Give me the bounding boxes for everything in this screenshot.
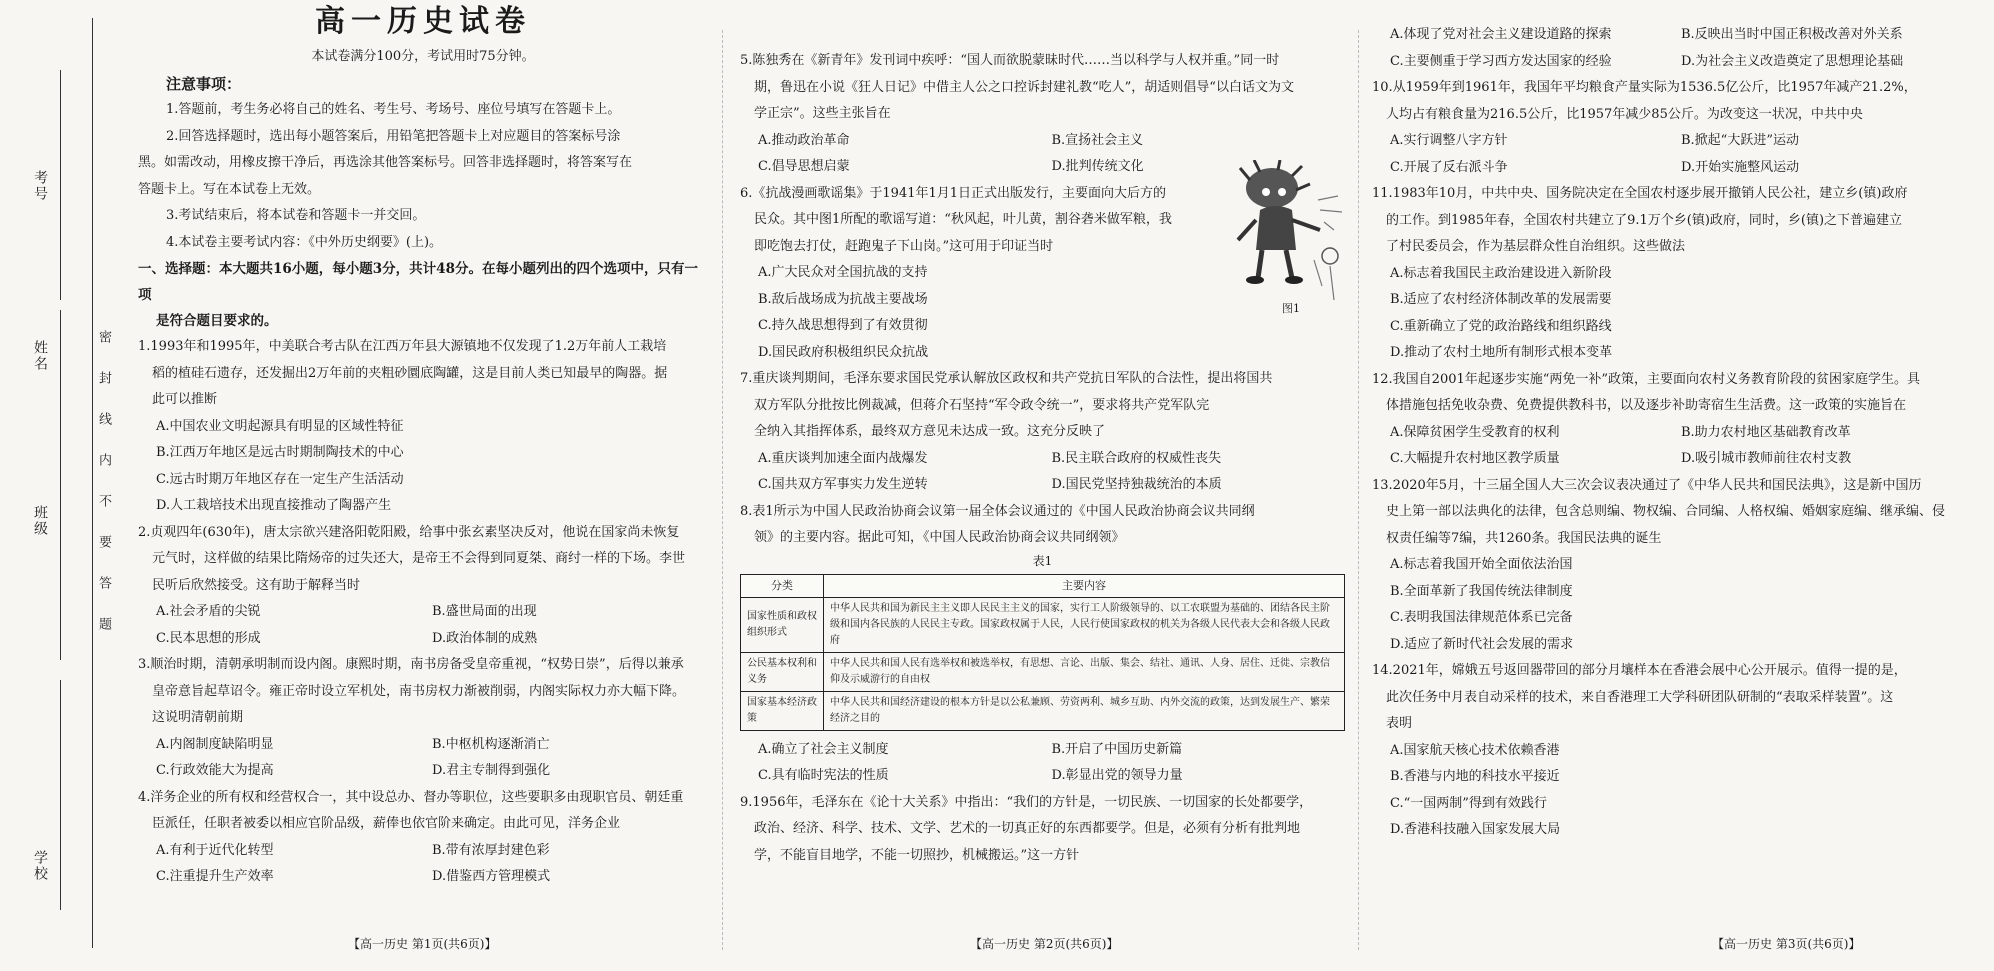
field-label-exam-number: 考号 bbox=[32, 170, 48, 202]
question-stem: 4.洋务企业的所有权和经营权合一，其中设总办、督办等职位，这些要职多由现职官员、朝廷重 bbox=[138, 789, 684, 805]
option-d[interactable]: D.政治体制的成熟 bbox=[432, 630, 538, 646]
table-row bbox=[741, 597, 1345, 652]
option-a[interactable]: A.国家航天核心技术依赖香港 bbox=[1390, 742, 1560, 758]
option-a[interactable]: A.标志着我国民主政治建设进入新阶段 bbox=[1390, 265, 1612, 281]
question-stem: 3.顺治时期，清朝承明制而设内阁。康熙时期，南书房备受皇帝重视，“权势日崇”，后得以兼承 bbox=[138, 657, 684, 672]
seal-char: 答 bbox=[96, 576, 111, 617]
option-b[interactable]: B.民主联合政府的权威性丧失 bbox=[1051, 450, 1222, 466]
question-stem: 1.1993年和1995年，中美联合考古队在江西万年县大源镇地不仅发现了1.2万年前人工栽培 bbox=[138, 339, 667, 354]
option-a[interactable]: A.广大民众对全国抗战的支持 bbox=[758, 265, 928, 280]
note-line: 1.答题前，考生务必将自己的姓名、考生号、考场号、座位号填写在答题卡上。 bbox=[166, 102, 621, 117]
question-stem-cont: 表明 bbox=[1386, 716, 1413, 731]
option-d[interactable]: D.人工栽培技术出现直接推动了陶器产生 bbox=[156, 498, 392, 513]
question-stem: 2.贞观四年(630年)，唐太宗欲兴建洛阳乾阳殿，给事中张玄素坚决反对，他说在国家尚未恢复 bbox=[138, 524, 680, 540]
option-b[interactable]: B.敌后战场成为抗战主要战场 bbox=[758, 291, 928, 307]
note-line: 黑。如需改动，用橡皮擦干净后，再选涂其他答案标号。回答非选择题时，将答案写在 bbox=[138, 155, 633, 170]
question-stem-cont: 此次任务中月表自动采样的技术，来自香港理工大学科研团队研制的“表取采样装置”。这 bbox=[1386, 689, 1894, 705]
page-1-questions bbox=[138, 334, 708, 891]
section-heading bbox=[138, 256, 708, 334]
table-cell: 中华人民共和国人民有选举权和被选举权，有思想、言论、出版、集会、结社、通讯、人身、居住、迁徙、宗教信仰及示威游行的自由权 bbox=[824, 652, 1345, 691]
question-stem-cont: 领》的主要内容。据此可知，《中国人民政治协商会议共同纲领》 bbox=[754, 530, 1125, 545]
notes-heading: 注意事项： bbox=[166, 74, 242, 93]
seal-char: 不 bbox=[96, 494, 111, 535]
question-stem: 14.2021年，嫦娥五号返回器带回的部分月壤样本在香港会展中心公开展示。值得一提的是， bbox=[1372, 663, 1907, 678]
page-divider bbox=[1358, 30, 1359, 950]
option-a[interactable]: A.标志着我国开始全面依法治国 bbox=[1390, 557, 1573, 572]
question-stem-cont: 的工作。到1985年春，全国农村共建立了9.1万个乡(镇)政府，同时，乡(镇)之下普遍建立 bbox=[1386, 212, 1903, 228]
question-stem-cont: 双方军队分批按比例裁减，但蒋介石坚持“军令政令统一”，要求将共产党军队完 bbox=[754, 397, 1210, 413]
table-header-cell: 分类 bbox=[741, 574, 824, 597]
question-3 bbox=[740, 366, 1345, 499]
question-stem-cont: 民众。其中图1所配的歌谣写道：“秋风起，叶儿黄，割谷砻米做军粮，我 bbox=[754, 212, 1172, 227]
question-stem-cont: 皇帝意旨起草诏令。雍正帝时设立军机处，南书房权力渐被削弱，内阁实际权力亦大幅下降。 bbox=[152, 683, 686, 699]
option-c[interactable]: C.远古时期万年地区存在一定生产生活活动 bbox=[156, 471, 404, 487]
option-a[interactable]: A.保障贫困学生受教育的权利 bbox=[1390, 424, 1560, 440]
question-stem-cont: 元气时，这样做的结果比隋炀帝的过失还大，是帝王不会得到同夏桀、商纣一样的下场。李世 bbox=[152, 551, 686, 566]
option-c[interactable]: C.开展了反右派斗争 bbox=[1390, 159, 1508, 175]
page-footer: 【高一历史 第2页(共6页)】 bbox=[970, 936, 1119, 951]
option-b[interactable]: B.掀起“大跃进”运动 bbox=[1681, 133, 1799, 148]
question-1 bbox=[138, 334, 708, 520]
option-d[interactable]: D.国民政府积极组织民众抗战 bbox=[758, 344, 929, 360]
option-b[interactable]: B.全面革新了我国传统法律制度 bbox=[1390, 583, 1573, 599]
option-a[interactable]: A.有利于近代化转型 bbox=[156, 842, 274, 858]
question-stem: 8.表1所示为中国人民政治协商会议第一届全体会议通过的《中国人民政治协商会议共同纲 bbox=[740, 503, 1255, 519]
option-a[interactable]: A.中国农业文明起源具有明显的区域性特征 bbox=[156, 418, 404, 434]
notes-list bbox=[138, 97, 708, 256]
option-c[interactable]: C.国共双方军事实力发生逆转 bbox=[758, 477, 928, 492]
option-a[interactable]: A.重庆谈判加速全面内战爆发 bbox=[758, 450, 928, 466]
option-a[interactable]: A.确立了社会主义制度 bbox=[758, 741, 889, 757]
q9-options bbox=[1372, 22, 1972, 75]
question-5 bbox=[740, 790, 1345, 870]
page-footer: 【高一历史 第3页(共6页)】 bbox=[1712, 936, 1861, 951]
option-d[interactable]: D.君主专制得到强化 bbox=[432, 763, 551, 778]
question-stem-cont: 史上第一部以法典化的法律，包含总则编、物权编、合同编、人格权编、婚姻家庭编、继承编、侵 bbox=[1386, 504, 1946, 519]
question-options bbox=[740, 737, 1345, 790]
page-3 bbox=[1372, 0, 1972, 971]
figure-1-cartoon bbox=[1230, 160, 1350, 320]
option-c[interactable]: C.民本思想的形成 bbox=[156, 630, 261, 646]
binding-margin bbox=[0, 0, 128, 971]
option-a[interactable]: A.社会矛盾的尖锐 bbox=[156, 604, 261, 619]
question-stem-cont: 臣派任，任职者被委以相应官阶品级，薪俸也依官阶来确定。由此可见，洋务企业 bbox=[152, 816, 621, 831]
option-c[interactable]: C.重新确立了党的政治路线和组织路线 bbox=[1390, 318, 1612, 334]
fill-line-name[interactable] bbox=[60, 310, 61, 480]
question-stem-cont: 民听后欣然接受。这有助于解释当时 bbox=[152, 577, 361, 593]
data-table bbox=[740, 574, 1345, 731]
note-line: 答题卡上。写在本试卷上无效。 bbox=[138, 181, 321, 197]
question-stem: 13.2020年5月，十三届全国人大三次会议表决通过了《中华人民共和国民法典》，这是新中国历 bbox=[1372, 477, 1922, 493]
option-c[interactable]: C.倡导思想启蒙 bbox=[758, 159, 850, 174]
option-b[interactable]: B.反映出当时中国正积极改善对外关系 bbox=[1681, 27, 1903, 42]
question-options bbox=[1372, 128, 1972, 181]
option-b[interactable]: B.适应了农村经济体制改革的发展需要 bbox=[1390, 292, 1612, 307]
question-stem: 10.从1959年到1961年，我国年平均粮食产量实际为1536.5亿公斤，比1957年减产21.2%， bbox=[1372, 80, 1917, 95]
option-d[interactable]: D.适应了新时代社会发展的需求 bbox=[1390, 636, 1574, 652]
option-a[interactable]: A.内阁制度缺陷明显 bbox=[156, 736, 274, 752]
question-stem-cont: 此可以推断 bbox=[152, 392, 218, 407]
option-b[interactable]: B.宣扬社会主义 bbox=[1051, 132, 1144, 148]
option-d[interactable]: D.批判传统文化 bbox=[1051, 159, 1144, 174]
question-stem-cont: 权责任编等7编，共1260条。我国民法典的诞生 bbox=[1386, 530, 1662, 546]
question-stem-cont: 期，鲁迅在小说《狂人日记》中借主人公之口控诉封建礼教“吃人”，胡适则倡导“以白话文为文 bbox=[754, 79, 1294, 95]
seal-char: 线 bbox=[96, 412, 111, 453]
page-footer: 【高一历史 第1页(共6页)】 bbox=[348, 936, 497, 951]
table-cell: 中华人民共和国经济建设的根本方针是以公私兼顾、劳资两利、城乡互助、内外交流的政策，达到发展生产、繁荣经济之目的 bbox=[824, 691, 1345, 730]
field-label-name: 姓名 bbox=[32, 340, 48, 372]
question-stem-cont: 了村民委员会，作为基层群众性自治组织。这些做法 bbox=[1386, 239, 1686, 254]
option-c[interactable]: C.“一国两制”得到有效践行 bbox=[1390, 795, 1547, 811]
option-d[interactable]: D.为社会主义改造奠定了思想理论基础 bbox=[1681, 53, 1904, 69]
option-b[interactable]: B.开启了中国历史新篇 bbox=[1051, 741, 1183, 757]
question-stem: 5.陈独秀在《新青年》发刊词中疾呼：“国人而欲脱蒙昧时代……当以科学与人权并重。”同一时 bbox=[740, 53, 1280, 68]
question-stem: 7.重庆谈判期间，毛泽东要求国民党承认解放区政权和共产党抗日军队的合法性，提出将国共 bbox=[740, 371, 1273, 386]
question-stem-cont: 学，不能盲目地学，不能一切照抄，机械搬运。”这一方针 bbox=[754, 847, 1080, 863]
seal-char: 密 bbox=[96, 330, 111, 371]
question-options bbox=[138, 599, 708, 652]
question-stem-cont: 政治、经济、科学、技术、文学、艺术的一切真正好的东西都要学。但是，必须有分析有批判地 bbox=[754, 821, 1301, 836]
question-1 bbox=[1372, 75, 1972, 181]
question-options bbox=[138, 732, 708, 785]
option-c[interactable]: C.具有临时宪法的性质 bbox=[758, 768, 889, 783]
option-a[interactable]: A.体现了党对社会主义建设道路的探索 bbox=[1390, 27, 1612, 42]
option-c[interactable]: C.大幅提升农村地区教学质量 bbox=[1390, 451, 1560, 466]
question-stem: 12.我国自2001年起逐步实施“两免一补”政策，主要面向农村义务教育阶段的贫困家庭学生。具 bbox=[1372, 371, 1921, 387]
seal-line-warning bbox=[94, 330, 113, 658]
binding-line bbox=[92, 18, 93, 948]
field-label-school: 学校 bbox=[32, 850, 48, 882]
question-options bbox=[138, 838, 708, 891]
table-cell: 国家基本经济政策 bbox=[741, 691, 824, 730]
cartoon-illustration bbox=[1230, 160, 1350, 320]
option-b[interactable]: B.带有浓厚封建色彩 bbox=[432, 842, 550, 858]
option-c[interactable]: C.主要侧重于学习西方发达国家的经验 bbox=[1390, 53, 1612, 69]
page-3-questions bbox=[1372, 75, 1972, 844]
option-d[interactable]: D.吸引城市教师前往农村支教 bbox=[1681, 451, 1852, 466]
question-stem-cont: 即吃饱去打仗，赶跑鬼子下山岗。”这可用于印证当时 bbox=[754, 238, 1054, 254]
option-b[interactable]: B.中枢机构逐渐消亡 bbox=[432, 736, 550, 752]
option-b[interactable]: B.香港与内地的科技水平接近 bbox=[1390, 769, 1560, 784]
fill-line-class[interactable] bbox=[60, 480, 61, 660]
field-label-class: 班级 bbox=[32, 505, 48, 537]
question-4 bbox=[1372, 473, 1972, 659]
figure-caption: 图1 bbox=[1282, 302, 1300, 315]
option-c[interactable]: C.行政效能大为提高 bbox=[156, 763, 274, 778]
question-4 bbox=[740, 499, 1345, 790]
option-c[interactable]: C.注重提升生产效率 bbox=[156, 869, 274, 884]
option-d[interactable]: D.开始实施整风运动 bbox=[1681, 159, 1800, 175]
question-stem: 11.1983年10月，中共中央、国务院决定在全国农村逐步展开撤销人民公社，建立乡(镇)政府 bbox=[1372, 186, 1908, 201]
option-d[interactable]: D.借鉴西方管理模式 bbox=[432, 869, 551, 884]
question-stem-cont: 学正宗”。这些主张旨在 bbox=[754, 106, 891, 121]
question-stem: 6.《抗战漫画歌谣集》于1941年1月1日正式出版发行，主要面向大后方的 bbox=[740, 185, 1167, 201]
option-a[interactable]: A.推动政治革命 bbox=[758, 132, 850, 148]
question-stem-cont: 体措施包括免收杂费、免费提供教科书，以及逐步补助寄宿生生活费。这一政策的实施旨在 bbox=[1386, 398, 1907, 413]
exam-title: 高一历史试卷 bbox=[315, 4, 531, 39]
note-line: 3.考试结束后，将本试卷和答题卡一并交回。 bbox=[166, 208, 426, 223]
option-d[interactable]: D.香港科技融入国家发展大局 bbox=[1390, 822, 1561, 837]
seal-char: 要 bbox=[96, 535, 111, 576]
question-stem: 9.1956年，毛泽东在《论十大关系》中指出：“我们的方针是，一切民族、一切国家的长处都要学， bbox=[740, 794, 1313, 810]
table-cell: 国家性质和政权组织形式 bbox=[741, 597, 824, 652]
table-row bbox=[741, 691, 1345, 730]
note-line: 2.回答选择题时，选出每小题答案后，用铅笔把答题卡上对应题目的答案标号涂 bbox=[166, 128, 621, 144]
fill-line-exam-number[interactable] bbox=[60, 70, 61, 300]
table-row bbox=[741, 652, 1345, 691]
option-d[interactable]: D.彰显出党的领导力量 bbox=[1051, 768, 1183, 783]
question-stem-cont: 稻的植硅石遗存，还发掘出2万年前的夹粗砂圜底陶罐，这是目前人类已知最早的陶器。据 bbox=[152, 365, 668, 381]
section-heading-line: 一、选择题：本大题共16小题，每小题3分，共计48分。在每小题列出的四个选项中，只有一项 bbox=[138, 261, 698, 303]
option-c[interactable]: C.表明我国法律规范体系已完备 bbox=[1390, 610, 1573, 625]
page-2 bbox=[740, 0, 1345, 971]
option-c[interactable]: C.持久战思想得到了有效贯彻 bbox=[758, 318, 928, 333]
question-3 bbox=[1372, 367, 1972, 473]
question-4 bbox=[138, 785, 708, 891]
question-2 bbox=[138, 520, 708, 653]
option-d[interactable]: D.推动了农村土地所有制形式根本变革 bbox=[1390, 345, 1613, 360]
question-2 bbox=[1372, 181, 1972, 367]
seal-char: 封 bbox=[96, 371, 111, 412]
question-options bbox=[740, 446, 1345, 499]
page-divider bbox=[722, 30, 723, 950]
table-header-row bbox=[741, 574, 1345, 597]
option-d[interactable]: D.国民党坚持独裁统治的本质 bbox=[1051, 477, 1222, 492]
section-heading-line: 是符合题目要求的。 bbox=[156, 313, 278, 329]
note-line: 4.本试卷主要考试内容：《中外历史纲要》(上)。 bbox=[166, 234, 443, 250]
option-b[interactable]: B.助力农村地区基础教育改革 bbox=[1681, 424, 1851, 440]
question-options bbox=[1372, 420, 1972, 473]
option-a[interactable]: A.实行调整八字方针 bbox=[1390, 133, 1508, 148]
table-cell: 中华人民共和国为新民主主义即人民民主主义的国家，实行工人阶级领导的、以工农联盟为基础的、团结各民主阶级和国内各民族的人民民主专政。国家政权属于人民，人民行使国家政权的机关为各级人民代表大会和各级人民政府 bbox=[824, 597, 1345, 652]
table-cell: 公民基本权利和义务 bbox=[741, 652, 824, 691]
seal-char: 题 bbox=[96, 617, 111, 658]
question-stem-cont: 这说明清朝前期 bbox=[152, 710, 244, 725]
table-header-cell: 主要内容 bbox=[824, 574, 1345, 597]
question-5 bbox=[1372, 658, 1972, 844]
option-b[interactable]: B.盛世局面的出现 bbox=[432, 604, 537, 619]
question-stem-cont: 全纳入其指挥体系，最终双方意见未达成一致。这充分反映了 bbox=[754, 424, 1106, 439]
seal-char: 内 bbox=[96, 453, 111, 494]
page-1 bbox=[138, 0, 708, 971]
question-stem-cont: 人均占有粮食量为216.5公斤，比1957年减少85公斤。为改变这一状况，中共中央 bbox=[1386, 106, 1863, 122]
table-caption: 表1 bbox=[1032, 553, 1053, 568]
option-b[interactable]: B.江西万年地区是远古时期制陶技术的中心 bbox=[156, 445, 404, 460]
fill-line-school[interactable] bbox=[60, 680, 61, 910]
question-3 bbox=[138, 652, 708, 785]
exam-subtitle: 本试卷满分100分，考试用时75分钟。 bbox=[311, 49, 535, 64]
